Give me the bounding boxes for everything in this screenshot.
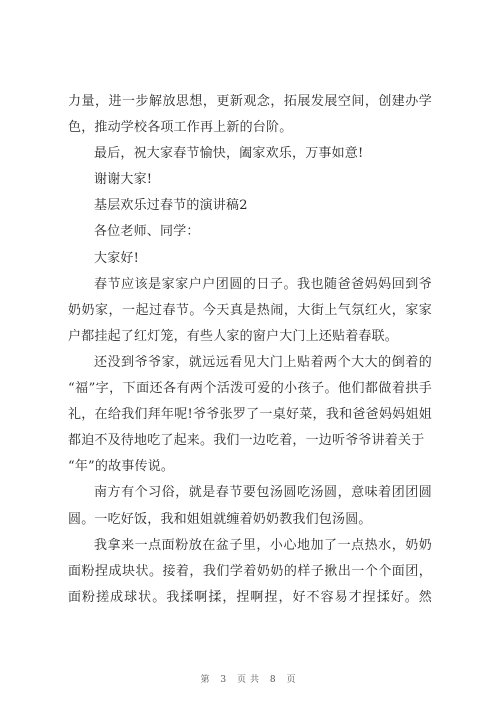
text-line: 礼，在给我们拜年呢!爷爷张罗了一桌好菜，我和爸爸妈妈姐姐 <box>68 407 432 423</box>
text-line: 面粉搓成球状。我揉啊揉，捏啊捏，好不容易才捏揉好。然 <box>68 589 432 605</box>
text-line: “年”的故事传说。 <box>68 459 175 475</box>
text-line: 还没到爷爷家，就远远看见大门上贴着两个大大的倒着的 <box>94 354 432 370</box>
text-line: 力量，进一步解放思想，更新观念，拓展发展空间，创建办学 <box>68 94 432 109</box>
salutation: 各位老师、同学： <box>94 224 200 240</box>
text-line: 春节应该是家家户户团圆的日子。我也随爸爸妈妈回到爷 <box>94 276 432 292</box>
text-line: 户都挂起了红灯笼，有些人家的窗户大门上还贴着春联。 <box>68 328 399 344</box>
text-line: 我拿来一点面粉放在盆子里，小心地加了一点热水，奶奶 <box>94 537 432 553</box>
text-line: 面粉捏成块状。接着，我们学着奶奶的样子揪出一个个面团， <box>68 563 432 579</box>
page-number-footer: 第 3 页共 8 页 <box>200 675 300 685</box>
text-line: 奶奶家，一起过春节。今天真是热闹，大街上气氛红火，家家 <box>68 302 432 318</box>
text-line: 圆。一吃好饭，我和姐姐就缠着奶奶教我们包汤圆。 <box>68 511 372 527</box>
section-heading: 基层欢乐过春节的演讲稿2 <box>94 198 248 214</box>
text-line: 谢谢大家! <box>94 172 153 188</box>
text-line: 南方有个习俗，就是春节要包汤圆吃汤圆，意味着团团圆 <box>94 485 432 501</box>
text-line: 最后，祝大家春节愉快，阖家欢乐，万事如意! <box>94 146 364 162</box>
text-line: 色，推动学校各项工作再上新的台阶。 <box>68 120 293 136</box>
greeting: 大家好! <box>94 250 140 266</box>
text-line: “福”字，下面还各有两个活泼可爱的小孩子。他们都做着拱手 <box>68 381 432 397</box>
text-line: 都迫不及待地吃了起来。我们一边吃着，一边听爷爷讲着关于 <box>68 433 425 449</box>
document-body <box>68 89 432 611</box>
